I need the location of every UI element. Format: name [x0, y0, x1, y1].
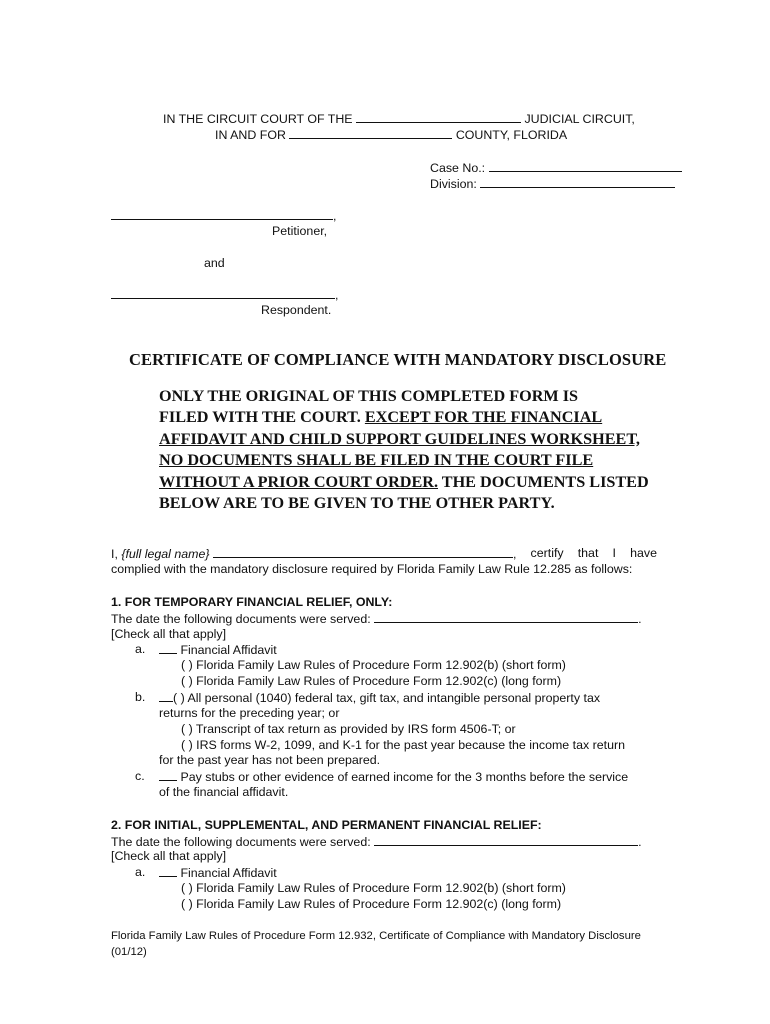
item-1a-option-short[interactable]: ( ) Florida Family Law Rules of Procedure Form 12.902(b) (short form): [181, 658, 566, 672]
notice-line-6: BELOW ARE TO BE GIVEN TO THE OTHER PARTY.: [159, 494, 555, 512]
full-legal-name-blank[interactable]: [213, 546, 513, 558]
petitioner-label: Petitioner,: [272, 224, 328, 238]
item-1a-text: Financial Affidavit: [180, 643, 277, 657]
case-no-row: [430, 160, 682, 175]
item-2a-checkbox-blank[interactable]: [159, 865, 177, 877]
comma: ,: [512, 547, 517, 561]
intro-word: that: [577, 546, 599, 560]
notice-line-2: [159, 407, 602, 429]
item-2a-option-short[interactable]: ( ) Florida Family Law Rules of Procedure Form 12.902(b) (short form): [181, 881, 566, 895]
division-row: [430, 176, 675, 191]
petitioner-name-row: [111, 208, 336, 223]
item-1a: [159, 642, 277, 657]
document-title: CERTIFICATE OF COMPLIANCE WITH MANDATORY DISCLOSURE: [129, 350, 667, 369]
case-no-label: Case No.:: [430, 161, 486, 175]
item-2a-label: a.: [135, 865, 146, 879]
section-1-heading: 1. FOR TEMPORARY FINANCIAL RELIEF, ONLY:: [111, 595, 393, 609]
intro-word: I: [612, 546, 616, 560]
item-1c-checkbox-blank[interactable]: [159, 769, 177, 781]
intro-word: have: [630, 546, 657, 560]
section-1-date-row: [111, 611, 642, 626]
petitioner-name-blank[interactable]: [111, 208, 333, 220]
court-label: IN THE CIRCUIT COURT OF THE: [163, 112, 353, 126]
court-line-2: [215, 127, 567, 142]
item-2a-text: Financial Affidavit: [180, 866, 277, 880]
item-1b-option-irs-forms[interactable]: ( ) IRS forms W-2, 1099, and K-1 for the past year because the income tax return: [181, 738, 625, 752]
notice-text: THE DOCUMENTS LISTED: [438, 473, 649, 491]
item-2a: [159, 865, 277, 880]
section-2-heading: 2. FOR INITIAL, SUPPLEMENTAL, AND PERMANENT FINANCIAL RELIEF:: [111, 818, 542, 832]
item-1b-text: ( ) All personal (1040) federal tax, gift tax, and intangible personal property tax: [173, 691, 601, 705]
item-1a-option-long[interactable]: ( ) Florida Family Law Rules of Procedure Form 12.902(c) (long form): [181, 674, 562, 688]
court-line-1: [163, 111, 635, 126]
county-blank[interactable]: [289, 127, 452, 139]
respondent-name-row: [111, 287, 338, 302]
footer-form-reference: Florida Family Law Rules of Procedure Form 12.932, Certificate of Compliance with Mandatory Disclosure: [111, 930, 641, 942]
division-blank[interactable]: [480, 176, 675, 188]
section-2-date-blank[interactable]: [374, 834, 638, 846]
full-name-hint: {full legal name}: [121, 547, 210, 561]
notice-underlined-text: EXCEPT FOR THE FINANCIAL: [364, 408, 603, 426]
notice-line-3: AFFIDAVIT AND CHILD SUPPORT GUIDELINES WORKSHEET,: [159, 430, 640, 448]
section-1-date-blank[interactable]: [374, 611, 638, 623]
intro-line-2: complied with the mandatory disclosure required by Florida Family Law Rule 12.285 as follows:: [111, 562, 633, 576]
intro-word: certify: [530, 546, 564, 560]
date-served-label: The date the following documents were served:: [111, 835, 371, 849]
item-1c: [159, 769, 628, 784]
intro-name-part: [111, 546, 516, 561]
item-1c-label: c.: [135, 769, 145, 783]
item-1b-continued: returns for the preceding year; or: [159, 706, 340, 720]
respondent-name-blank[interactable]: [111, 287, 335, 299]
respondent-label: Respondent.: [261, 303, 332, 317]
notice-line-4: NO DOCUMENTS SHALL BE FILED IN THE COURT FILE: [159, 451, 594, 469]
section-2-date-row: [111, 834, 642, 849]
county-label: COUNTY, FLORIDA: [455, 128, 568, 142]
in-and-for-label: IN AND FOR: [215, 128, 286, 142]
item-1a-checkbox-blank[interactable]: [159, 642, 177, 654]
item-1b-option-transcript[interactable]: ( ) Transcript of tax return as provided by IRS form 4506-T; or: [181, 722, 516, 736]
division-label: Division:: [430, 177, 477, 191]
comma: ,: [333, 209, 337, 223]
section-1-check-all: [Check all that apply]: [111, 627, 227, 641]
case-no-blank[interactable]: [489, 160, 682, 172]
item-2a-option-long[interactable]: ( ) Florida Family Law Rules of Procedure Form 12.902(c) (long form): [181, 897, 562, 911]
footer-revision-date: (01/12): [111, 946, 147, 958]
intro-line-1: [111, 546, 657, 561]
intro-i: I,: [111, 547, 122, 561]
item-1a-label: a.: [135, 642, 146, 656]
judicial-circuit-label: JUDICIAL CIRCUIT,: [524, 112, 635, 126]
comma: ,: [335, 288, 339, 302]
notice-line-5: [159, 472, 649, 494]
item-1b: [159, 690, 600, 705]
item-1c-text: Pay stubs or other evidence of earned income for the 3 months before the service: [180, 770, 629, 784]
item-1b-label: b.: [135, 690, 146, 704]
item-1b-checkbox-blank[interactable]: [159, 690, 173, 702]
notice-underlined-text: WITHOUT A PRIOR COURT ORDER.: [159, 473, 439, 491]
date-served-label: The date the following documents were served:: [111, 612, 371, 626]
period: .: [638, 835, 642, 849]
circuit-blank[interactable]: [356, 111, 521, 123]
notice-text: FILED WITH THE COURT.: [159, 408, 365, 426]
notice-line-1: ONLY THE ORIGINAL OF THIS COMPLETED FORM IS: [159, 387, 579, 405]
item-1b-option-continued: for the past year has not been prepared.: [159, 753, 381, 767]
section-2-check-all: [Check all that apply]: [111, 849, 227, 863]
period: .: [638, 612, 642, 626]
and-label: and: [204, 256, 225, 270]
item-1c-continued: of the financial affidavit.: [159, 785, 289, 799]
